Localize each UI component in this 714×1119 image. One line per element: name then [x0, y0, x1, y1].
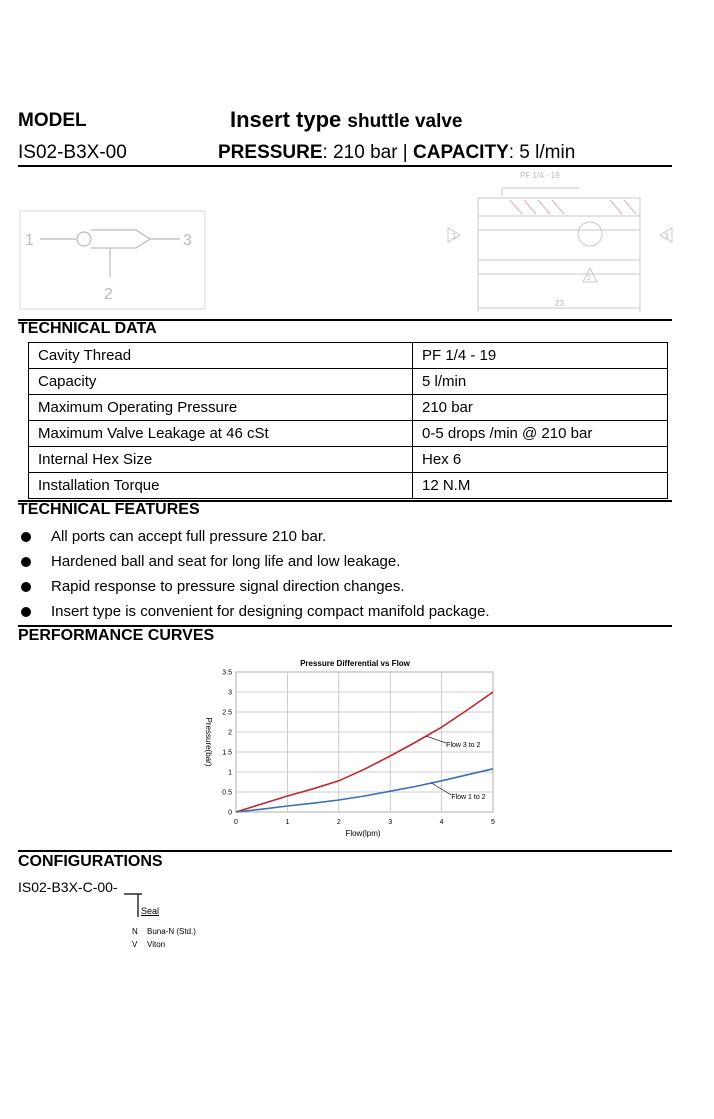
capacity-value: : 5 l/min	[508, 142, 576, 163]
spec-line	[218, 142, 575, 164]
symbol-port-1: 1	[25, 232, 34, 249]
bullet-icon	[21, 557, 31, 567]
chart-y-tick: 1.5	[222, 749, 232, 757]
technical-data-row	[29, 369, 668, 395]
chart-y-tick: 3.5	[222, 669, 232, 677]
drawing-body	[478, 216, 640, 274]
technical-features-heading: TECHNICAL FEATURES	[18, 501, 200, 518]
chart-y-tick: 0.5	[222, 789, 232, 797]
bullet-icon	[21, 607, 31, 617]
seal-option-code: V	[132, 940, 138, 949]
seal-option-code: N	[132, 927, 138, 936]
technical-data-label: Maximum Operating Pressure	[29, 395, 413, 421]
technical-data-label: Maximum Valve Leakage at 46 cSt	[29, 421, 413, 447]
chart-title: Pressure Differential vs Flow	[300, 659, 410, 668]
feature-item	[18, 574, 490, 599]
feature-text: Rapid response to pressure signal direction changes.	[51, 578, 405, 595]
bullet-icon	[21, 582, 31, 592]
feature-item	[18, 599, 490, 624]
technical-data-heading: TECHNICAL DATA	[18, 320, 157, 337]
seal-option-desc: Viton	[147, 940, 166, 949]
technical-data-value: Hex 6	[413, 447, 668, 473]
features-list	[18, 524, 490, 624]
performance-heading: PERFORMANCE CURVES	[18, 627, 215, 644]
technical-data-row	[29, 473, 668, 499]
technical-data-row	[29, 421, 668, 447]
chart-series-label: Flow 1 to 2	[451, 794, 486, 802]
header-divider	[18, 165, 672, 167]
chart-x-tick: 5	[491, 819, 495, 826]
technical-data-row	[29, 395, 668, 421]
bullet-icon	[21, 532, 31, 542]
drawing-hatch-5	[610, 200, 622, 214]
model-code: IS02-B3X-00	[18, 142, 127, 163]
technical-data-label: Internal Hex Size	[29, 447, 413, 473]
pressure-value: : 210 bar |	[322, 142, 414, 163]
drawing-hatch-6	[624, 200, 636, 214]
drawing-port-2: 2	[587, 275, 591, 282]
pressure-label: PRESSURE	[218, 142, 323, 163]
feature-text: Hardened ball and seat for long life and low leakage.	[51, 553, 401, 570]
drawing-hatch-4	[552, 200, 564, 214]
configurations-divider	[18, 850, 672, 852]
symbol-port-3: 3	[183, 232, 192, 249]
technical-data-value: PF 1/4 - 19	[413, 343, 668, 369]
chart-leader-line	[426, 736, 446, 743]
product-title	[230, 107, 463, 133]
chart-y-tick: 1	[228, 769, 232, 777]
seal-option-desc: Buna-N (Std.)	[147, 927, 196, 936]
symbol-port-2: 2	[104, 286, 113, 303]
cross-section-drawing	[440, 168, 680, 316]
model-label: MODEL	[18, 110, 87, 131]
technical-data-label: Installation Torque	[29, 473, 413, 499]
drawing-hatch-3	[538, 200, 550, 214]
drawing-ball	[578, 222, 602, 246]
technical-data-label: Cavity Thread	[29, 343, 413, 369]
technical-data-label: Capacity	[29, 369, 413, 395]
feature-item	[18, 524, 490, 549]
feature-text: All ports can accept full pressure 210 bar.	[51, 528, 327, 545]
chart-series-label: Flow 3 to 2	[446, 742, 481, 750]
symbol-seat	[91, 230, 150, 248]
chart-y-tick: 2	[228, 729, 232, 737]
chart-x-tick: 1	[285, 819, 290, 826]
technical-data-value: 0-5 drops /min @ 210 bar	[413, 421, 668, 447]
valve-symbol	[18, 205, 208, 313]
chart-y-tick: 0	[228, 809, 232, 817]
chart-x-tick: 3	[388, 819, 393, 826]
drawing-port-3: 3	[664, 232, 669, 241]
drawing-port-1: 1	[452, 232, 457, 241]
chart-series-line	[236, 769, 493, 812]
chart-ylabel: Pressure(bar)	[204, 717, 213, 767]
technical-data-value: 5 l/min	[413, 369, 668, 395]
technical-data-table	[28, 342, 668, 499]
seal-label: Seal	[141, 906, 160, 916]
technical-data-value: 12 N.M	[413, 473, 668, 499]
feature-item	[18, 549, 490, 574]
pressure-flow-chart	[198, 655, 508, 840]
drawing-hatch-2	[524, 200, 536, 214]
chart-y-tick: 2.5	[222, 709, 232, 717]
capacity-label: CAPACITY	[413, 142, 509, 163]
title-sub: shuttle valve	[347, 111, 463, 132]
chart-y-tick: 3	[228, 689, 232, 697]
title-main: Insert type	[230, 107, 342, 132]
configuration-code: IS02-B3X-C-00-	[18, 879, 118, 895]
configurations-heading: CONFIGURATIONS	[18, 853, 163, 870]
feature-text: Insert type is convenient for designing compact manifold package.	[51, 603, 490, 620]
chart-xlabel: Flow(lpm)	[345, 829, 381, 838]
technical-data-value: 210 bar	[413, 395, 668, 421]
drawing-thread-label: PF 1/4 - 19	[520, 171, 560, 180]
technical-data-row	[29, 447, 668, 473]
technical-data-row	[29, 343, 668, 369]
drawing-length-label: 23	[555, 299, 564, 308]
chart-x-tick: 0	[234, 819, 238, 826]
drawing-hatch-1	[510, 200, 522, 214]
chart-x-tick: 2	[336, 819, 341, 826]
symbol-ball	[77, 232, 91, 246]
chart-x-tick: 4	[439, 819, 444, 826]
